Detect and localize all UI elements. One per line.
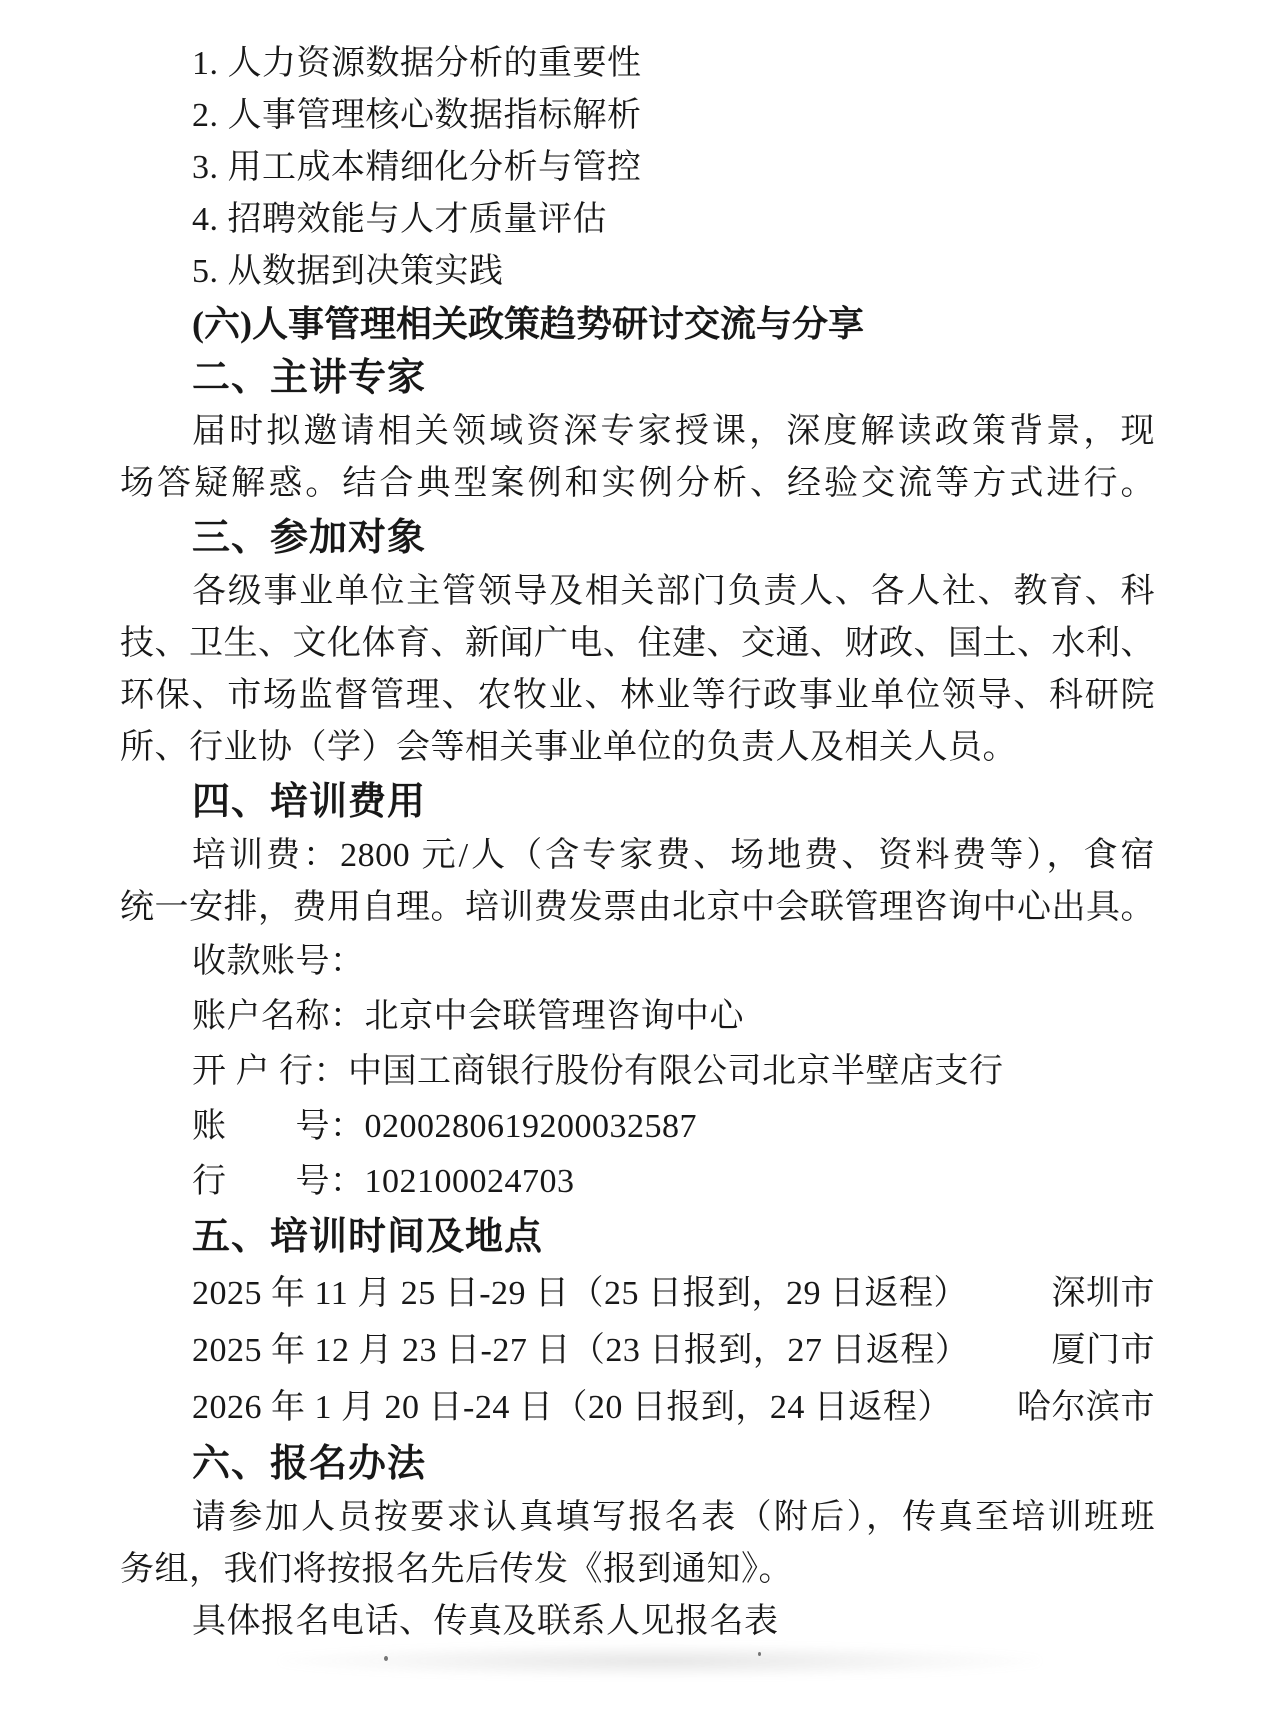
section-6-heading: 六、报名办法 (192, 1443, 427, 1485)
account-number-line: 账 号：0200280619200032587 (192, 1108, 697, 1145)
section-4-heading: 四、培训费用 (192, 781, 427, 823)
para-fee-line-1: 培训费：2800 元/人（含专家费、场地费、资料费等），食宿 (192, 837, 1155, 874)
para-speakers-line-1: 届时拟邀请相关领域资深专家授课，深度解读政策背景，现 (192, 413, 1155, 450)
schedule-date-1: 2025 年 11 月 25 日-29 日（25 日报到，29 日返程） (192, 1275, 969, 1312)
account-intro-line: 收款账号： (192, 943, 365, 980)
schedule-city-2: 厦门市 (1051, 1332, 1155, 1369)
section-5-heading: 五、培训时间及地点 (192, 1216, 544, 1258)
bank-name-line: 开 户 行：中国工商银行股份有限公司北京半壁店支行 (192, 1053, 1004, 1090)
scan-speck (758, 1652, 761, 1656)
schedule-row-2 (120, 1322, 1155, 1379)
schedule-date-3: 2026 年 1 月 20 日-24 日（20 日报到，24 日返程） (192, 1389, 952, 1426)
schedule-row-1 (120, 1265, 1155, 1322)
schedule-row-3 (120, 1379, 1155, 1436)
list-item-4: 4. 招聘效能与人才质量评估 (192, 201, 607, 238)
list-item-5: 5. 从数据到决策实践 (192, 253, 504, 290)
schedule-city-3: 哈尔滨市 (1017, 1389, 1155, 1426)
section-3-heading: 三、参加对象 (192, 517, 427, 559)
scan-smudge (280, 1644, 1040, 1678)
para-participants-line-4: 所、行业协（学）会等相关事业单位的负责人及相关人员。 (120, 729, 1017, 766)
para-contact-line: 具体报名电话、传真及联系人见报名表 (192, 1603, 779, 1640)
para-participants-line-2: 技、卫生、文化体育、新闻广电、住建、交通、财政、国土、水利、 (120, 625, 1155, 662)
scan-speck (384, 1656, 388, 1661)
list-item-3: 3. 用工成本精细化分析与管控 (192, 149, 642, 186)
section-2-heading: 二、主讲专家 (192, 357, 427, 399)
list-item-2: 2. 人事管理核心数据指标解析 (192, 97, 642, 134)
para-participants-line-1: 各级事业单位主管领导及相关部门负责人、各人社、教育、科 (192, 573, 1155, 610)
subsection-6-heading: (六)人事管理相关政策趋势研讨交流与分享 (192, 304, 864, 344)
para-speakers-line-2: 场答疑解惑。结合典型案例和实例分析、经验交流等方式进行。 (120, 465, 1155, 502)
para-fee-line-2: 统一安排，费用自理。培训费发票由北京中会联管理咨询中心出具。 (120, 889, 1155, 926)
para-registration-line-1: 请参加人员按要求认真填写报名表（附后），传真至培训班班 (192, 1499, 1155, 1536)
account-name-line: 账户名称：北京中会联管理咨询中心 (192, 998, 744, 1035)
schedule-date-2: 2025 年 12 月 23 日-27 日（23 日报到，27 日返程） (192, 1332, 970, 1369)
list-item-1: 1. 人力资源数据分析的重要性 (192, 45, 642, 82)
para-participants-line-3: 环保、市场监督管理、农牧业、林业等行政事业单位领导、科研院 (120, 677, 1155, 714)
bank-code-line: 行 号：102100024703 (192, 1163, 575, 1200)
para-registration-line-2: 务组，我们将按报名先后传发《报到通知》。 (120, 1551, 793, 1588)
schedule-city-1: 深圳市 (1051, 1275, 1155, 1312)
